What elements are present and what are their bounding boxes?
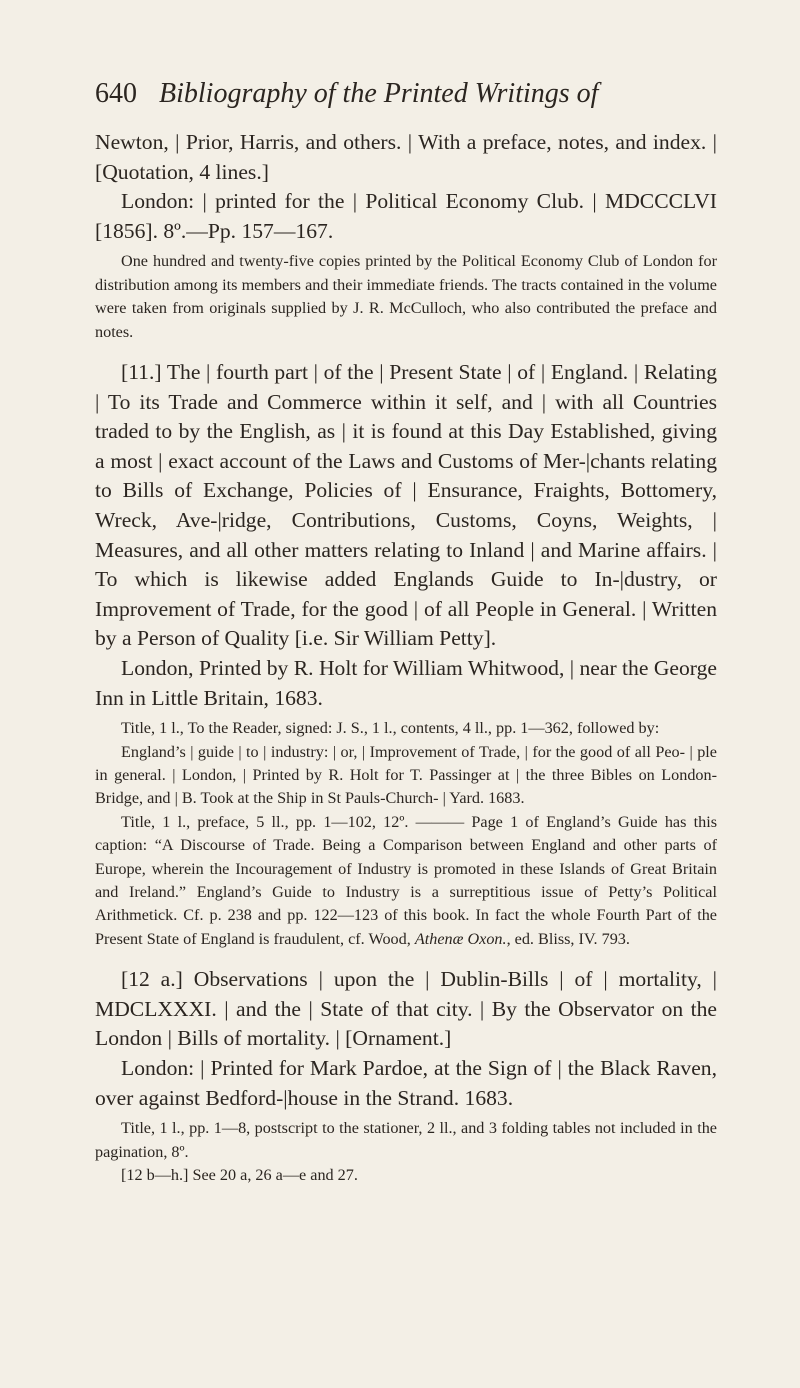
entry-12b-note: [12 b—h.] See 20 a, 26 a—e and 27.: [121, 1165, 358, 1184]
entry-11-title: [11.] The | fourth part | of the | Present State | of | England. | Relating | To its Trade and Commerce within it self, and | with all Countries traded to by the English, as | it is found at this Day Established, giving a most | exact account of the Laws and Customs of Mer-|chants relating to Bills of Exchange, Policies of | Ensurance, Fraights, Bottomery, Wreck, Ave-|ridge, Contributions, Customs, Coyns, Weights, | Measures, and all other matters relating to Inland | and Marine affairs. | To which is likewise added Englands Guide to In-|dustry, or Improvement of Trade, for the good | of all People in General. | Written by a Person of Quality [i.e. Sir William Petty].: [95, 360, 717, 651]
running-title: Bibliography of the Printed Writings of: [159, 78, 599, 109]
entry-11-imprint: London, Printed by R. Holt for William Whitwood, | near the George Inn in Little Britain, 1683.: [95, 655, 717, 710]
newton-entry-imprint: London: | printed for the | Political Economy Club. | MDCCCLVI [1856]. 8º.—Pp. 157—167.: [95, 189, 717, 243]
athenae-oxon-citation: Athenæ Oxon.: [414, 929, 507, 948]
entry-11-collation: Title, 1 l., To the Reader, signed: J. S., 1 l., contents, 4 ll., pp. 1—362, followed by:: [121, 719, 660, 738]
newton-entry-title: Newton, | Prior, Harris, and others. | With a preface, notes, and index. | [Quotation, 4 lines.]: [95, 130, 717, 184]
entry-12a-title: [12 a.] Observations | upon the | Dublin-Bills | of | mortality, | MDCLXXXI. | and the | State of that city. | By the Observator on the London | Bills of mortality. | [Ornament.]: [95, 967, 717, 1051]
entry-11-subtitle: England’s | guide | to | industry: | or, | Improvement of Trade, | for the good of all Peo- | ple in general. | London, | Printed by R. Holt for T. Passinger at | the three Bibles on London-Bridge, and | B. Took at the Ship in St Pauls-Church- | Yard. 1683.: [95, 742, 717, 808]
entry-12a-imprint: London: | Printed for Mark Pardoe, at the Sign of | the Black Raven, over against Bedford-|house in the Strand. 1683.: [95, 1055, 717, 1110]
entry-11-collation-2: [95, 811, 717, 951]
entry-12a-collation: Title, 1 l., pp. 1—8, postscript to the stationer, 2 ll., and 3 folding tables not included in the pagination, 8º.: [95, 1119, 717, 1161]
page-number: 640: [95, 78, 137, 109]
page-body: [95, 128, 717, 1187]
newton-entry-note: One hundred and twenty-five copies printed by the Political Economy Club of London for distribution among its members and their immediate friends. The tracts contained in the volume were taken from originals supplied by J. R. McCulloch, who also contributed the preface and notes.: [95, 252, 717, 341]
entry-11-collation-2-end: , ed. Bliss, IV. 793.: [506, 929, 630, 948]
page-header: [95, 76, 715, 112]
entry-11-collation-2-text: Title, 1 l., preface, 5 ll., pp. 1—102, 12º. ——— Page 1 of England’s Guide has this caption: “A Discourse of Trade. Being a Comparison between England and other parts of Europe, wherein the Incouragement of Industry is promoted in these Islands of Great Britain and Ireland.” England’s Guide to Industry is a surreptitious issue of Petty’s Political Arithmetick. Cf. p. 238 and pp. 122—123 of this book. In fact the whole Fourth Part of the Present State of England is fraudulent, cf. Wood,: [95, 812, 717, 948]
